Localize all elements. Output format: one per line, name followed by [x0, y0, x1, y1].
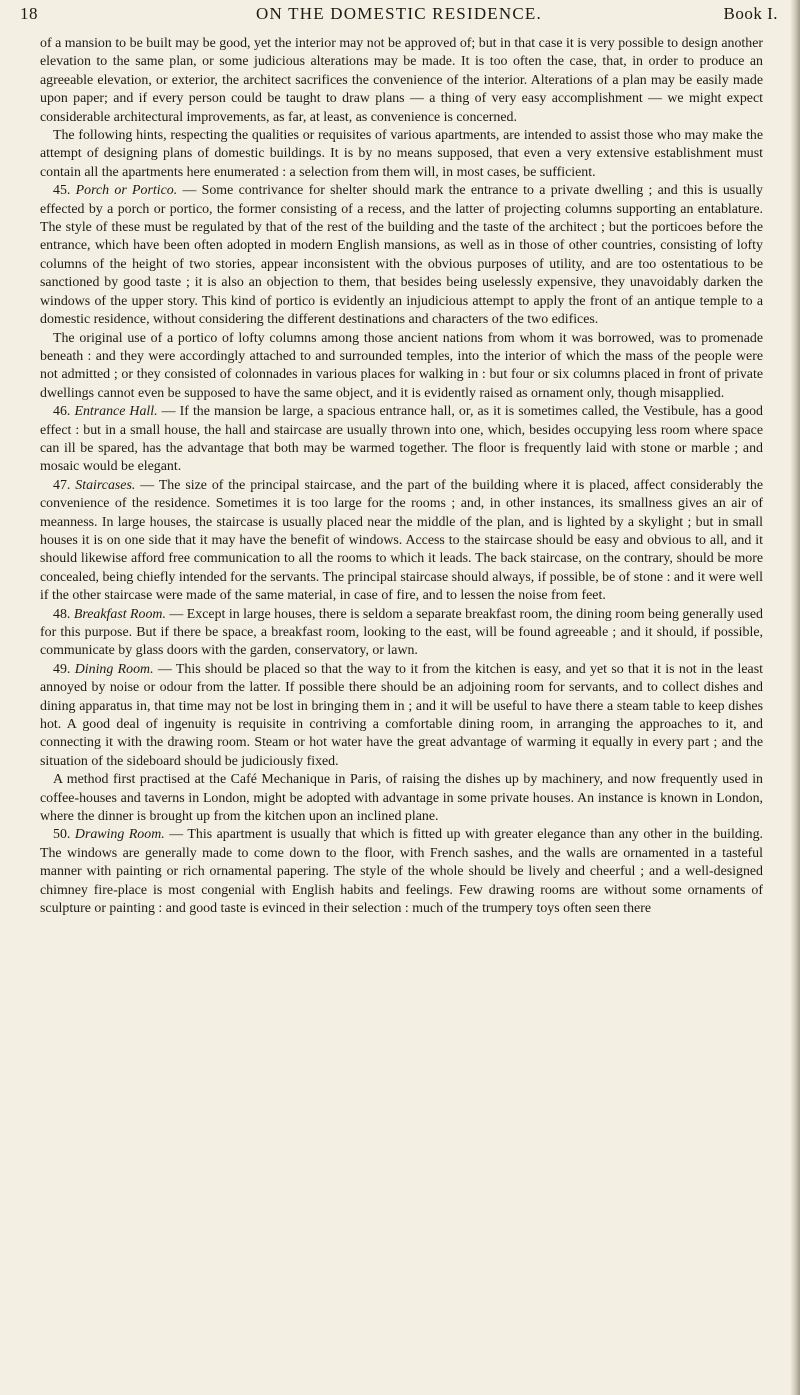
- section-text: — If the mansion be large, a spacious entrance hall, or, as it is sometimes called, the Vestibule, has a good effect : but in a small house, the hall and staircase are usually thrown into one, which, besides occupying less room where space can ill be spared, has the advantage that both may be warmed together. The floor is frequently laid with stone or marble ; and mosaic would be elegant.: [40, 404, 764, 475]
- running-title: ON THE DOMESTIC RESIDENCE.: [256, 4, 542, 23]
- section-number: 48.: [53, 606, 71, 622]
- book-label: Book I.: [723, 4, 778, 23]
- section-46: [40, 403, 763, 477]
- section-45-continuation: The original use of a portico of lofty columns among those ancient nations from whom it was borrowed, was to promenade beneath : and they were accordingly attached to and surrounded temples, into the interior of which the mass of the people were not admitted ; or they consisted of colonnades in various places for walking in : but four or six columns placed in front of private dwellings cannot even be supposed to have the same object, and it is evidently raised as ornament only, though misapplied.: [40, 330, 763, 401]
- section-text: — This apartment is usually that which is fitted up with greater elegance than any other in the building. The windows are generally made to come down to the floor, with French sashes, and the walls are ornamented in a tasteful manner with painting or rich ornamental papering. The style of the whole should be lively and cheerful ; and a well-designed chimney fire-place is most congenial with English habits and feelings. Few drawing rooms are without some ornaments of sculpture or painting : and good taste is evinced in their selection : much of the trumpery toys often seen there: [40, 827, 764, 917]
- section-text: — Except in large houses, there is seldom a separate breakfast room, the dining room being generally used for this purpose. But if there be space, a breakfast room, looking to the east, will be found agreeable ; and it should, if possible, communicate by glass doors with the garden, conservatory, or lawn.: [40, 606, 763, 659]
- section-heading: Entrance Hall.: [74, 404, 158, 420]
- intro-paragraph-1: of a mansion to be built may be good, yet the interior may not be approved of; but in that case it is very possible to design another elevation to the same plan, or some judicious alterations may be made. It is too often the case, that, in order to produce an agreeable elevation, or exterior, the architect sacrifices the convenience of the interior. Alterations of a plan may be easily made upon paper; and if every person could be taught to draw plans — a thing of very easy accomplishment — we might expect considerable architectural improvements, as far, at least, as convenience is concerned.: [40, 36, 763, 125]
- section-48: [40, 606, 763, 661]
- section-number: 49.: [53, 661, 71, 677]
- running-header: [20, 4, 778, 30]
- section-text: — The size of the principal staircase, and the part of the building where it is placed, affect considerably the convenience of the residence. Sometimes it is too large for the rooms ; and, in other instances, its smallness gives an air of meanness. In large houses, the staircase is usually placed near the middle of the plan, and is lighted by a skylight ; but in small houses it is on one side that it may have the benefit of windows. Access to the staircase should be easy and obvious to all, and it should likewise afford free communication to all the rooms to which it leads. The back staircase, on the contrary, should be more concealed, being chiefly intended for the servants. The principal staircase should always, if possible, be of stone : and it were well if the other staircase were made of the same material, in case of fire, and to lessen the noise from feet.: [40, 477, 763, 604]
- section-47: [40, 477, 763, 606]
- section-text: — Some contrivance for shelter should mark the entrance to a private dwelling ; and this is usually effected by a porch or portico, the former consisting of a recess, and the latter of projecting columns supporting an entablature. The style of these must be regulated by that of the rest of the building and the taste of the architect ; but the porticoes before the entrance, which have been often adopted in modern English mansions, as well as in those of other countries, consisting of lofty columns of the height of two stories, appear inconsistent with the obvious purposes of utility, and are too ostentatious to be sanctioned by good taste ; it is also an objection to them, that besides being uselessly expensive, they unavoidably darken the windows of the upper story. This kind of portico is evidently an injudicious attempt to apply the front of an antique temple to a domestic residence, without considering the different destinations and characters of the two edifices.: [40, 183, 763, 328]
- section-45: [40, 182, 763, 329]
- section-heading: Drawing Room.: [74, 827, 165, 843]
- page-edge-shadow: [790, 0, 800, 1395]
- section-49: [40, 661, 763, 771]
- section-50: [40, 826, 763, 918]
- section-text: — This should be placed so that the way to it from the kitchen is easy, and yet so that it is not in the least annoyed by noise or odour from the latter. If possible there should be an adjoining room for servants, and to collect dishes and dining apparatus in, that time may not be lost in bringing them in ; and it will be useful to have there a steam table to keep dishes hot. A good deal of ingenuity is requisite in contriving a comfortable dining room, in arranging the approaches to it, and connecting it with the drawing room. Steam or hot water have the great advantage of warming it equally in every part ; and the situation of the sideboard should be judiciously fixed.: [40, 661, 763, 769]
- section-49-continuation: A method first practised at the Café Mechanique in Paris, of raising the dishes up by machinery, and now frequently used in coffee-houses and taverns in London, might be adopted with advantage in some private houses. An instance is known in London, where the dinner is brought up from the kitchen upon an inclined plane.: [40, 772, 763, 825]
- intro-paragraph-2: The following hints, respecting the qualities or requisites of various apartments, are intended to assist those who may make the attempt of designing plans of domestic buildings. It is by no means supposed, that even a very extensive establishment must contain all the apartments here enumerated : a selection from them will, in most cases, be sufficient.: [40, 128, 763, 180]
- section-heading: Staircases.: [75, 477, 136, 493]
- section-number: 46.: [53, 404, 71, 420]
- section-number: 47.: [53, 477, 71, 493]
- page-number: 18: [20, 4, 38, 23]
- section-heading: Dining Room.: [74, 661, 154, 677]
- page-body: [40, 35, 763, 919]
- section-heading: Breakfast Room.: [73, 606, 166, 622]
- section-number: 50.: [53, 827, 71, 843]
- section-number: 45.: [53, 183, 71, 199]
- section-heading: Porch or Portico.: [75, 183, 178, 199]
